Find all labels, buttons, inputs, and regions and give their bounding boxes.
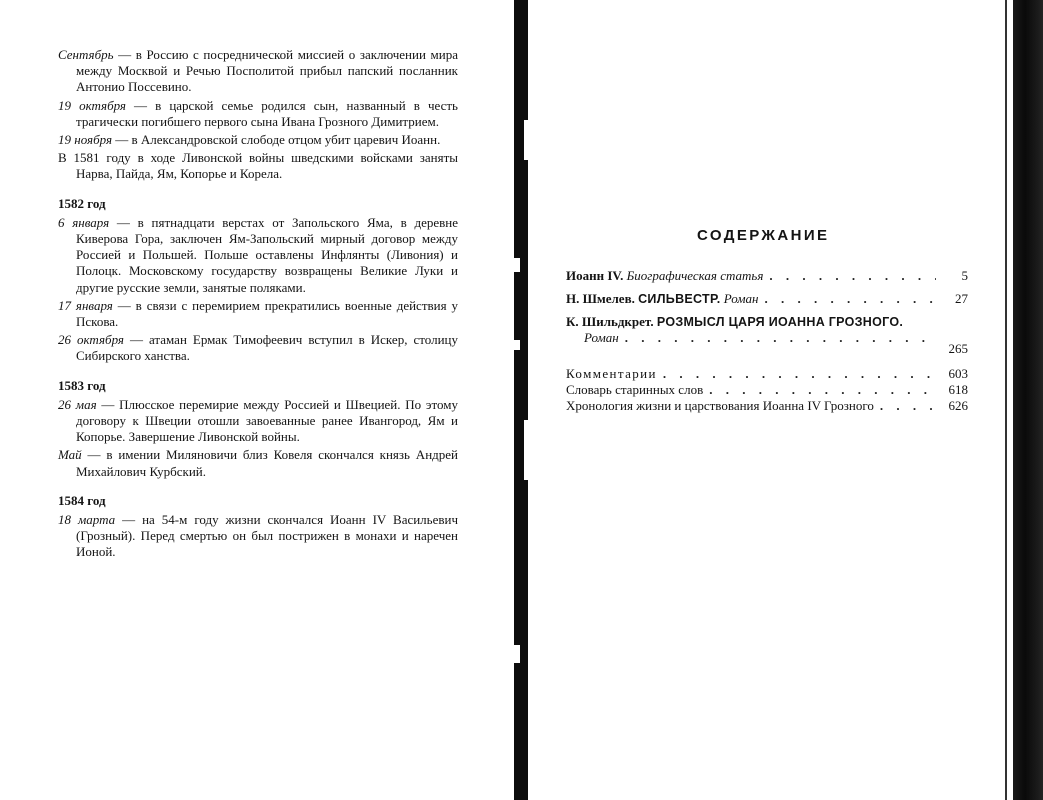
page-number: 618 — [948, 382, 968, 397]
page-number: 603 — [948, 366, 968, 381]
toc-item[interactable]: Иоанн IV. Биографическая статья . . . 5 — [566, 268, 968, 284]
chronology-entry: 18 марта — на 54-м году жизни скончался Иоанн IV Васильевич (Грозный). Перед смертью он был пострижен в монахи и наречен Ионой. — [58, 512, 459, 560]
toc-item[interactable]: Комментарии . . . 603 — [566, 366, 968, 382]
chronology-entry: Май — в имении Миляновичи близ Ковеля скончался князь Андрей Михайлович Курбский. — [58, 447, 458, 479]
dot-leader — [663, 366, 936, 382]
left-page — [0, 0, 516, 800]
chronology-entry: 19 ноября — в Александровской слободе отцом убит царевич Иоанн. — [58, 132, 441, 148]
chronology-column — [58, 47, 458, 563]
page-number: 5 — [961, 268, 968, 283]
chronology-entry: 17 января — в связи с перемирием прекратились военные действия у Пскова. — [58, 297, 458, 330]
page-number: 626 — [948, 398, 968, 413]
toc-item[interactable]: Словарь старинных слов . . . 618 — [566, 382, 968, 398]
spine-notch — [514, 258, 520, 272]
spine-notch — [514, 340, 520, 350]
spine-notch — [514, 645, 520, 663]
chronology-entry: В 1581 году в ходе Ливонской войны шведскими войсками заняты Нарва, Пайда, Ям, Копорье и Корела. — [58, 150, 458, 182]
chronology-entry: Сентябрь — в Россию с посреднической миссией о заключении мира между Москвой и Речью Посполитой прибыл папский посланник Антонио Поссевино. — [58, 47, 458, 95]
scan-edge — [1013, 0, 1043, 800]
dot-leader — [765, 291, 936, 307]
page-edge-line — [1005, 0, 1007, 800]
dot-leader — [709, 382, 936, 398]
table-of-contents — [566, 268, 968, 414]
chronology-entry: 6 января — в пятнадцати верстах от Запольского Яма, в деревне Киверова Гора, заключен Ям-Запольский мирный договор между Россией и Польшей. Польше оставлены Инфлянты (Ливония) и Полоцк. Московскому государству возвращены Великие Луки и другие русские земли, занятые поляками. — [58, 214, 458, 295]
page-number: 265 — [948, 341, 968, 356]
year-heading-1584: 1584 год — [58, 492, 106, 508]
year-heading-1583: 1583 год — [58, 377, 106, 393]
toc-item[interactable]: Н. Шмелев. СИЛЬВЕСТР. Роман . . . 27 — [566, 291, 968, 307]
toc-item-subtitle[interactable]: Роман . . . 265 — [566, 330, 968, 346]
toc-item[interactable]: Хронология жизни и царствования Иоанна IV Грозного . . . 626 — [566, 398, 968, 414]
dot-leader — [769, 268, 936, 284]
chronology-entry: 26 мая — Плюсское перемирие между Россией и Швецией. По этому договору к Швеции отошли завоеванные ранее Ивангород, Ям и Копорье. Завершение Ливонской войны. — [58, 396, 459, 445]
page-number: 27 — [955, 291, 968, 306]
contents-title: СОДЕРЖАНИЕ — [697, 227, 830, 244]
year-heading-1582: 1582 год — [58, 195, 106, 211]
chronology-entry: 26 октября — атаман Ермак Тимофеевич вступил в Искер, столицу Сибирского ханства. — [58, 332, 458, 364]
dot-leader — [880, 398, 936, 414]
chronology-entry: 19 октября — в царской семье родился сын, названный в честь трагически погибшего первого сына Ивана Грозного Димитрием. — [58, 97, 458, 129]
dot-leader — [625, 330, 936, 346]
toc-item[interactable]: К. Шильдкрет. РОЗМЫСЛ ЦАРЯ ИОАННА ГРОЗНОГО. — [566, 314, 904, 329]
